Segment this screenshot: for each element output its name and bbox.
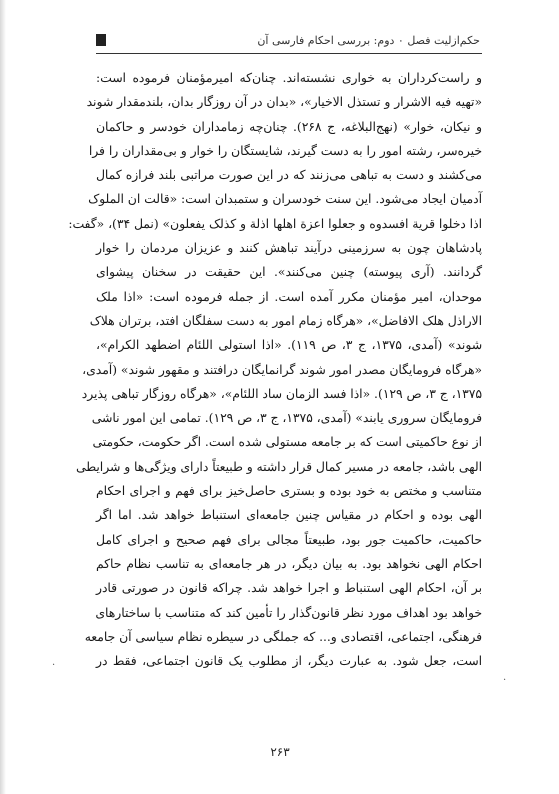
text-line: شوند» (آمدی، ۱۳۷۵، ج ۳، ص ۱۱۹). «اذا استولی اللئام اضطهد الکرام»، [96, 338, 482, 353]
running-header: حکم‌ازلیت فصل ۰ دوم: بررسی احکام فارسی آن [257, 34, 480, 47]
text-line: متناسب و مختص به خود بوده و بستری حاصل‌خیز برای فهم و اجرای احکام [96, 484, 482, 499]
text-line: خیره‌سر، رشته امور را به دست گیرند، شایستگان را خوار و بی‌مقداران را فرا [88, 143, 482, 158]
text-line: احکام الهی نخواهد بود. به بیان دیگر، در هر جامعه‌ای به تناسب نظام حاکم [96, 556, 482, 571]
text-line: فرهنگی، اجتماعی، اقتصادی و... که جملگی در سیطره نظام سیاسی آن جامعه [84, 629, 482, 644]
text-line: و نیکان، خوار» (نهج‌البلاغه، ج ۲۶۸). چنان‌چه زمامداران خودسر و حاکمان [96, 119, 482, 134]
text-line: الهی باشد، جامعه در مسیر کمال قرار داشته و طبیعتاً دارای ویژگی‌ها و شرایطی [76, 459, 482, 474]
body-text [68, 66, 482, 673]
text-line: و راست‌کرداران به خواری نشسته‌اند. چنان‌که امیرمؤمنان فرموده است: [96, 71, 482, 85]
text-line: «تهیه فیه الاشرار و تستذل الاخیار»، «بدان در آن روزگار بدان، بلندمقدار شوند [86, 95, 482, 110]
margin-mark: . [503, 672, 507, 683]
text-line: فرومایگان سروری یابند» (آمدی، ۱۳۷۵، ج ۳، ص ۱۲۹). تمامی این امور ناشی [91, 411, 482, 426]
text-line: ۱۳۷۵، ج ۳، ص ۱۲۹). «اذا فسد الزمان ساد اللئام»، «هرگاه روزگار تباهی پذیرد [81, 386, 482, 401]
text-line: می‌کشند و دست به تباهی می‌زنند که در این صورت مراتبی بلند فرازه کمال [96, 168, 482, 183]
page-folio: ۲۶۳ [270, 745, 290, 759]
margin-mark: . [52, 657, 56, 668]
text-line: الاراذل هلک الافاضل»، «هرگاه زمام امور به دست سفلگان افتد، برتران هلاک [89, 313, 482, 328]
text-line: پادشاهان چون به سرزمینی درآیند تباهش کنند و عزیزان مردمان را خوار [96, 241, 482, 256]
text-line: بر آن، احکام الهی استنباط و اجرا خواهد شد. چراکه قانون در صورتی قادر [96, 581, 482, 596]
text-line: اذا دخلوا قریة افسدوه و جعلوا اعزة اهلها اذلة و کذلک یفعلون» (نمل ۳۴)، «گفت: [68, 216, 482, 231]
text-line: الهی بوده و احکام در مقیاس چنین جامعه‌ای استنباط خواهد شد. اما اگر [96, 508, 482, 523]
text-line: «هرگاه فرومایگان مصدر امور شوند گرانمایگان درافتند و مقهور شوند» (آمدی، [82, 362, 482, 377]
text-line: خواهد بود اهداف مورد نظر قانون‌گذار را تأمین کند که متناسب با ساختارهای [95, 605, 482, 620]
text-line: گردانند. (آری پیوسته) چنین می‌کنند». این حقیقت در سخنان پیشوای [96, 265, 482, 280]
header-rule [96, 53, 482, 54]
text-line: است، جعل شود. به عبارت دیگر، از مطلوب یک قانون اجتماعی، فقط در [96, 654, 482, 669]
text-line: موحدان، امیر مؤمنان مکرر آمده است. از جمله فرموده است: «اذا ملک [96, 289, 482, 304]
text-line: از نوع حاکمیتی است که بر جامعه مستولی شده است. اگر حکومت، حکومتی [92, 435, 482, 450]
text-line: حاکمیت، حاکمیت جور بود، طبیعتاً مجالی برای فهم صحیح و اجرای کامل [96, 532, 482, 547]
text-line: آدمیان ایجاد می‌شود. این سنت خودسران و ستمبدان است: «قالت ان الملوک [88, 192, 482, 207]
